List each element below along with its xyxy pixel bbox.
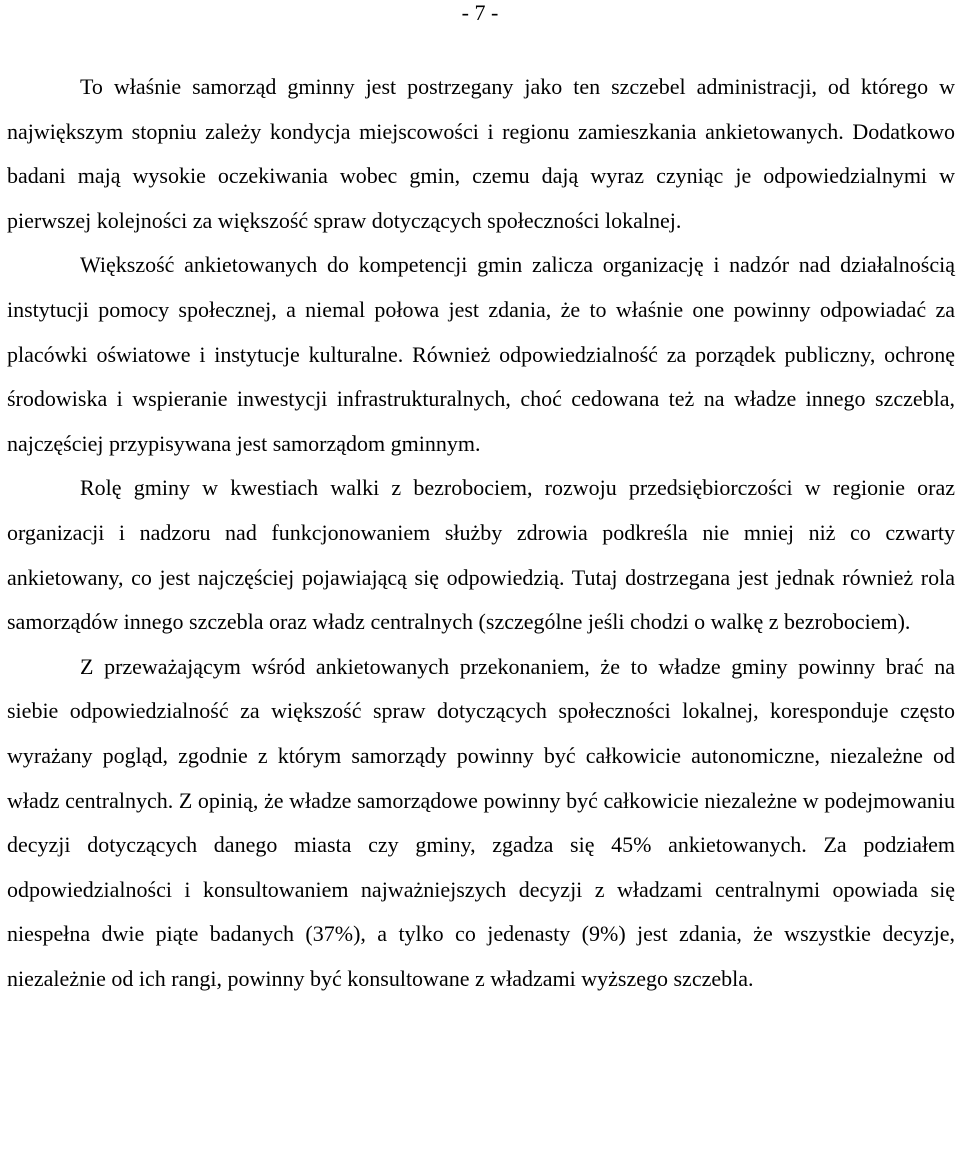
- page-number-text: - 7 -: [461, 0, 499, 25]
- paragraph-4: Z przeważającym wśród ankietowanych przekonaniem, że to władze gminy powinny brać na siebie odpowiedzialność za większość spraw dotyczących społeczności lokalnej, koresponduje często wyrażany pogląd, zgodnie z którym samorządy powinny być całkowicie autonomiczne, niezależne od władz centralnych. Z opinią, że władze samorządowe powinny być całkowicie niezależne w podejmowaniu decyzji dotyczących danego miasta czy gminy, zgadza się 45% ankietowanych. Za podziałem odpowiedzialności i konsultowaniem najważniejszych decyzji z władzami centralnymi opowiada się niespełna dwie piąte badanych (37%), a tylko co jedenasty (9%) jest zdania, że wszystkie decyzje, niezależnie od ich rangi, powinny być konsultowane z władzami wyższego szczebla.: [7, 653, 955, 991]
- document-body: [7, 65, 955, 1001]
- paragraph-3: Rolę gminy w kwestiach walki z bezrobociem, rozwoju przedsiębiorczości w regionie oraz organizacji i nadzoru nad funkcjonowaniem służby zdrowia podkreśla nie mniej niż co czwarty ankietowany, co jest najczęściej pojawiającą się odpowiedzią. Tutaj dostrzegana jest jednak również rola samorządów innego szczebla oraz władz centralnych (szczególne jeśli chodzi o walkę z bezrobociem).: [7, 475, 955, 635]
- page-number: [0, 0, 960, 26]
- paragraph-1: To właśnie samorząd gminny jest postrzegany jako ten szczebel administracji, od którego w największym stopniu zależy kondycja miejscowości i regionu zamieszkania ankietowanych. Dodatkowo badani mają wysokie oczekiwania wobec gmin, czemu dają wyraz czyniąc je odpowiedzialnymi w pierwszej kolejności za większość spraw dotyczących społeczności lokalnej.: [7, 74, 955, 233]
- paragraph-2: Większość ankietowanych do kompetencji gmin zalicza organizację i nadzór nad działalnością instytucji pomocy społecznej, a niemal połowa jest zdania, że to właśnie one powinny odpowiadać za placówki oświatowe i instytucje kulturalne. Również odpowiedzialność za porządek publiczny, ochronę środowiska i wspieranie inwestycji infrastrukturalnych, choć cedowana też na władze innego szczebla, najczęściej przypisywana jest samorządom gminnym.: [7, 252, 955, 456]
